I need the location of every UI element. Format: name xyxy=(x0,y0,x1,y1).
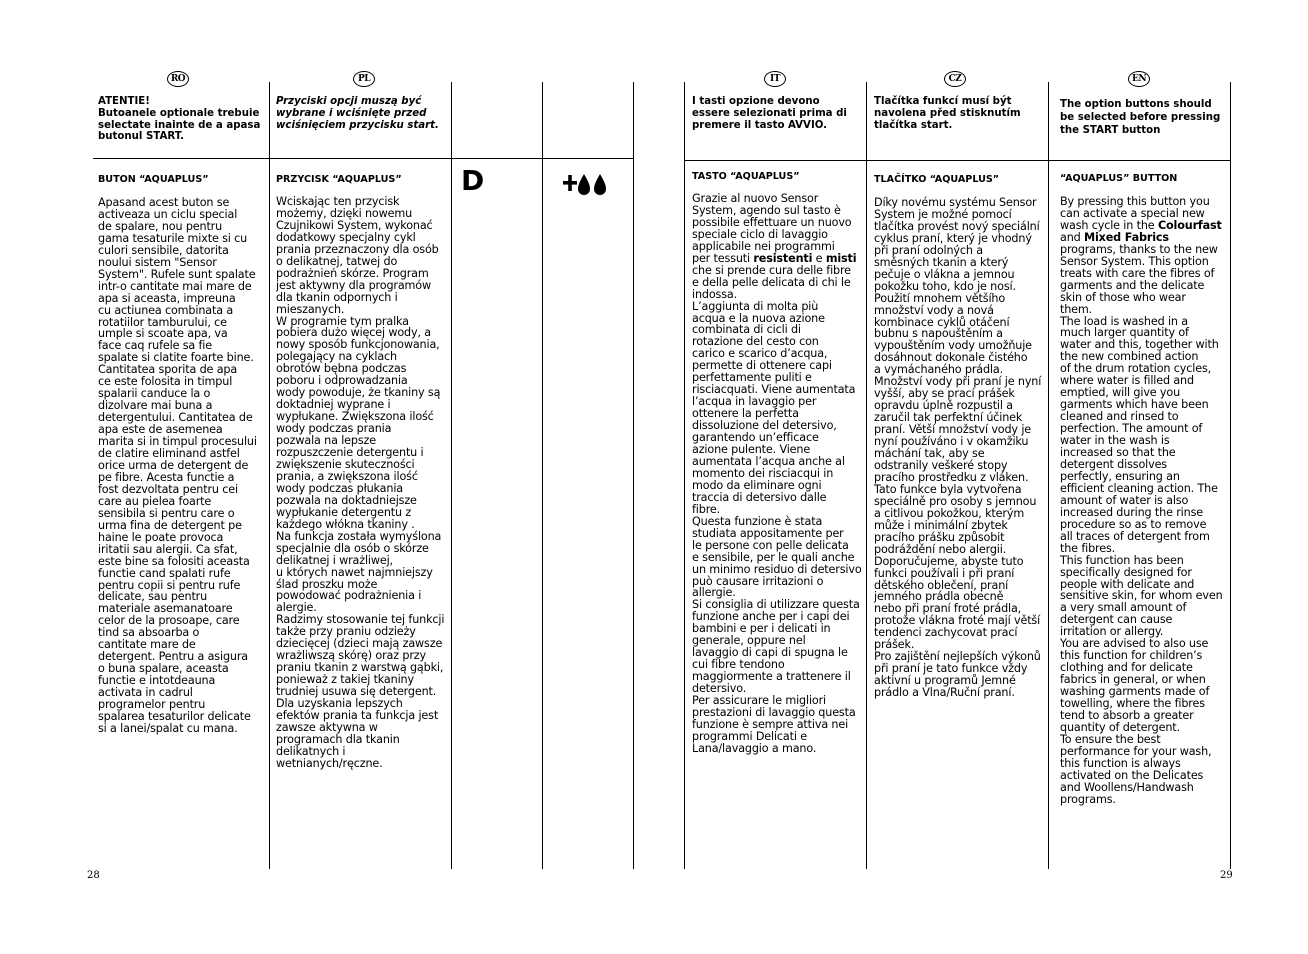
body-line: System je možné pomocí xyxy=(874,207,1012,221)
body-line: podrażnień skórze. Program xyxy=(276,266,429,280)
body-line: washing garments made of xyxy=(1060,685,1210,699)
body-line: generale, oppure nel xyxy=(692,634,806,648)
body-line: obrotów bębna podczas xyxy=(276,362,407,376)
body-line: System, agendo sul tasto è xyxy=(692,203,841,217)
body-line: Wciskając ten przycisk xyxy=(276,195,400,208)
body-line: aktivní u programů Jemné xyxy=(874,674,1016,688)
pl-header: Przyciski opcji muszą być wybrane i wciśnięte przed wciśnięciem przycisku start. xyxy=(276,96,439,131)
body-line: lavaggio di capi di spugna le xyxy=(692,646,848,660)
body-line: irritation or allergy. xyxy=(1060,625,1164,639)
body-line: gama tesaturile mixte si cu xyxy=(98,231,248,245)
body-line: of the drum rotation cycles, xyxy=(1060,362,1212,376)
body-line: e sensibile, per le quali anche xyxy=(692,550,855,564)
body-line: people with delicate and xyxy=(1060,577,1195,591)
body-line: wody powoduje, że tkaniny są xyxy=(276,386,441,400)
body-line: dizolvare mai buna a xyxy=(98,399,213,413)
body-line: mieszanych. xyxy=(276,302,345,316)
body-line: face caq rufele sa fie xyxy=(98,339,212,353)
body-line: dla tkanin odpornych i xyxy=(276,290,398,304)
body-line: this function for children’s xyxy=(1060,649,1203,663)
body-line: materiale asemanatoare xyxy=(98,602,233,616)
body-line: prania przeznaczony dla osób xyxy=(276,242,439,256)
body-line: speciale ciclo di lavaggio xyxy=(692,227,828,241)
body-line: towelling, where the fibres xyxy=(1060,697,1205,711)
body-line: także przy praniu odzieży xyxy=(276,625,416,639)
body-line: possibile effettuare un nuovo xyxy=(692,215,852,229)
body-line: Díky novému systému Sensor xyxy=(874,196,1037,209)
body-line: spalarii canduce la o xyxy=(98,387,211,401)
body-line: celor de la prosoape, care xyxy=(98,614,240,628)
body-line: při praní je tato funkce vždy xyxy=(874,662,1028,676)
body-line: pečuje o vlákna a jemnou xyxy=(874,267,1015,281)
body-line: By pressing this button you xyxy=(1060,195,1210,208)
body-line: cu actiunea combinata a xyxy=(98,303,234,317)
body-line: che si prende cura delle fibre xyxy=(692,263,851,277)
body-line: specjalnie dla osób o skórze xyxy=(276,541,429,555)
column-rule xyxy=(1048,82,1049,869)
body-line: water in the wash is xyxy=(1060,434,1170,448)
body-line: vypouštěním vody umožňuje xyxy=(874,339,1032,353)
body-line: programach dla tkanin xyxy=(276,732,400,746)
body-line: wody podczas prania xyxy=(276,422,392,436)
column-rule xyxy=(451,82,452,869)
body-line: praní. Větší množství vody je xyxy=(874,423,1032,437)
body-line: u których nawet najmniejszy xyxy=(276,565,433,579)
column-rule xyxy=(684,82,685,869)
body-line: risciacquati. Viene aumentata xyxy=(692,383,856,397)
body-line: pentru copii si pentru rufe xyxy=(98,578,241,592)
body-line: množství vody a nová xyxy=(874,303,994,317)
column-rule xyxy=(542,82,543,869)
body-line: azione pulente. Viene xyxy=(692,443,811,457)
body-line: can activate a special new xyxy=(1060,206,1205,220)
body-line: nyní používáno i v okamžiku xyxy=(874,435,1029,449)
body-line: the fibres. xyxy=(1060,541,1116,555)
it-body-text xyxy=(692,193,862,755)
body-line: This function has been xyxy=(1060,553,1184,567)
body-line: pracího prášku způsobit xyxy=(874,530,1005,544)
body-line: Množství vody při praní je nyní xyxy=(874,375,1042,389)
body-line: protože vlákna froté mají větší xyxy=(874,614,1041,628)
page-number-right: 29 xyxy=(1220,870,1233,881)
body-line: apa este de asemenea xyxy=(98,423,223,437)
body-line: tind sa absoarba o xyxy=(98,626,200,640)
body-line: orice urma de detergent de xyxy=(98,458,249,472)
body-line: Lana/lavaggio a mano. xyxy=(692,741,817,755)
body-line: Questa funzione è stata xyxy=(692,514,823,528)
body-line: a very small amount of xyxy=(1060,601,1187,615)
body-line: Czujnikowi System, wykonać xyxy=(276,218,433,232)
body-line: clothing and for delicate xyxy=(1060,661,1193,675)
header-rule xyxy=(684,160,1231,161)
lang-badge-en: EN xyxy=(1128,71,1150,87)
body-line: prádlo a Vlna/Ruční praní. xyxy=(874,686,1015,700)
body-line: wash cycle in the Colourfast xyxy=(1060,218,1222,232)
ro-title: BUTON “AQUAPLUS” xyxy=(98,174,209,185)
body-line: iritatii sau alergii. Ca sfat, xyxy=(98,542,238,556)
body-line: prášek. xyxy=(874,638,915,652)
body-line: dziecięcej (dzieci mają zawsze xyxy=(276,637,443,651)
body-line: pe fibre. Acesta functie a xyxy=(98,470,235,484)
pl-title: PRZYCISK “AQUAPLUS” xyxy=(276,174,402,185)
body-line: skin of those who wear xyxy=(1060,290,1186,304)
body-line: emptied, will give you xyxy=(1060,386,1181,400)
body-line: System". Rufele sunt spalate xyxy=(98,267,256,281)
body-line: carico e scarico d’acqua, xyxy=(692,347,828,361)
body-line: zawsze aktywna w xyxy=(276,720,378,734)
body-line: performance for your wash, xyxy=(1060,744,1212,758)
body-line: este bine sa folositi aceasta xyxy=(98,554,250,568)
lang-badge-pl: PL xyxy=(353,71,375,87)
body-line: l’acqua in lavaggio per xyxy=(692,395,817,409)
body-line: Radzimy stosowanie tej funkcji xyxy=(276,613,445,627)
body-line: polegający na cyklach xyxy=(276,350,397,364)
body-line: garantendo un’efficace xyxy=(692,431,819,445)
body-line: detergentului. Cantitatea de xyxy=(98,411,253,425)
body-line: poboru i odprowadzania xyxy=(276,374,408,388)
body-line: při praní odolných a xyxy=(874,243,983,257)
body-line: permette di ottenere capi xyxy=(692,359,832,373)
column-rule xyxy=(269,82,270,869)
body-line: and Woollens/Handwash xyxy=(1060,780,1194,794)
body-line: detergent. Pentru a asigura xyxy=(98,650,248,664)
body-line: The load is washed in a xyxy=(1060,314,1188,328)
body-line: podráždění nebo alergii. xyxy=(874,542,1007,556)
body-line: funkci používali i při praní xyxy=(874,566,1015,580)
lang-badge-cz: CZ xyxy=(944,71,966,87)
body-line: prestazioni di lavaggio questa xyxy=(692,705,856,719)
body-line: spalate si clatite foarte bine. xyxy=(98,351,254,365)
ro-body-text xyxy=(98,197,257,735)
body-line: Doporučujeme, abyste tuto xyxy=(874,554,1024,568)
body-line: wetnianych/ręczne. xyxy=(276,756,383,770)
body-line: speciálně pro osoby s jemnou xyxy=(874,494,1037,508)
body-line: Použití mnohem většího xyxy=(874,291,1006,305)
body-line: prania, a zwiększona ilość xyxy=(276,469,418,483)
body-line: programs, thanks to the new xyxy=(1060,242,1218,256)
body-line: ślad proszku może xyxy=(276,577,378,591)
body-line: programs. xyxy=(1060,792,1116,806)
body-line: haine le poate provoca xyxy=(98,530,224,544)
cz-header: Tlačítka funkcí musí být navolena před stisknutím tlačítka start. xyxy=(874,96,1021,131)
body-line: procedure so as to remove xyxy=(1060,517,1207,531)
body-line: Na funkcja została wymyślona xyxy=(276,529,442,543)
body-line: wrażliwszą skórę) oraz przy xyxy=(276,649,426,663)
body-line: aumentata l’acqua anche al xyxy=(692,454,845,468)
body-line: o buna spalare, aceasta xyxy=(98,662,229,676)
body-line: garments and the delicate xyxy=(1060,278,1205,292)
body-line: maggiormente a trattenere il xyxy=(692,670,851,684)
column-rule xyxy=(633,82,634,869)
body-line: Dla uzyskania lepszych xyxy=(276,697,403,711)
body-line: a vymáchaného prádla. xyxy=(874,363,1003,377)
body-line: każdego włókna tkaniny . xyxy=(276,517,415,531)
body-line: programmi Delicati e xyxy=(692,729,807,743)
body-line: Sensor System. This option xyxy=(1060,254,1209,268)
header-rule xyxy=(93,158,634,159)
body-line: and Mixed Fabrics xyxy=(1060,230,1169,244)
body-line: amount of water is also xyxy=(1060,493,1189,507)
lang-badge-it: IT xyxy=(764,71,786,87)
body-line: pozwala na lepsze xyxy=(276,434,376,448)
body-line: kombinace cyklů otáčení xyxy=(874,315,1010,329)
body-line: programelor pentru xyxy=(98,698,206,712)
body-line: tlačítka provést nový speciální xyxy=(874,219,1040,233)
lang-badge-ro: RO xyxy=(167,71,189,87)
body-line: rotazione del cesto con xyxy=(692,335,819,349)
body-line: fost dezvoltata pentru cei xyxy=(98,482,238,496)
body-line: efektów prania ta funkcja jest xyxy=(276,708,439,722)
body-line: jemného prádla obecně xyxy=(874,590,1004,604)
body-line: urma fina de detergent pe xyxy=(98,518,242,532)
plus-two-drops-icon xyxy=(563,170,611,198)
body-line: bubnu s napouštěním a xyxy=(874,327,1003,341)
body-line: this function is always xyxy=(1060,756,1181,770)
body-line: dodatkowy specjalny cykl xyxy=(276,230,416,244)
en-body-text xyxy=(1060,196,1223,806)
body-line: funzione è sempre attiva nei xyxy=(692,717,849,731)
body-line: intr-o cantitate mai mare de xyxy=(98,279,252,293)
body-line: wypłukanie detergentu z xyxy=(276,505,412,519)
cz-body-text xyxy=(874,197,1041,699)
body-line: può causare irritazioni o xyxy=(692,574,824,588)
body-line: activated on the Delicates xyxy=(1060,768,1204,782)
body-line: e della pelle delicata di chi le xyxy=(692,275,851,289)
body-line: opravdu úplně rozpustil a xyxy=(874,399,1013,413)
body-line: wypłukane. Zwiększona ilość xyxy=(276,410,434,424)
body-line: increased so that the xyxy=(1060,446,1176,460)
body-line: pokožku toho, kdo je nosí. xyxy=(874,279,1016,293)
ro-header: ATENTIE! Butoanele optionale trebuie selectate inainte de a apasa butonul START. xyxy=(98,96,261,143)
body-line: perfettamente puliti e xyxy=(692,371,812,385)
body-line: garments which have been xyxy=(1060,398,1209,412)
body-line: perfection. The amount of xyxy=(1060,422,1203,436)
body-line: powodować podrażnienia i xyxy=(276,589,422,603)
body-line: de spalare, nou pentru xyxy=(98,219,223,233)
body-line: acqua e la nuova azione xyxy=(692,311,825,325)
body-line: bambini e per i delicati in xyxy=(692,622,831,636)
body-line: cleaned and rinsed to xyxy=(1060,410,1179,424)
body-line: doktadniej wyprane i xyxy=(276,398,391,412)
body-line: marita si in timpul procesului xyxy=(98,435,257,449)
page-number-left: 28 xyxy=(87,870,100,881)
body-line: efficient cleaning action. The xyxy=(1060,481,1218,495)
body-line: un minimo residuo di detersivo xyxy=(692,562,862,576)
body-line: much larger quantity of xyxy=(1060,326,1189,340)
body-line: apa si aceasta, impreuna xyxy=(98,291,236,305)
body-line: applicabile nei programmi xyxy=(692,239,835,253)
column-rule xyxy=(866,82,867,869)
body-line: ce este folosita in timpul xyxy=(98,375,233,389)
body-line: treats with care the fibres of xyxy=(1060,266,1215,280)
body-line: Tato funkce byla vytvořena xyxy=(874,482,1022,496)
body-line: dětského oblečení, praní xyxy=(874,578,1009,592)
body-line: wody podczas płukania xyxy=(276,481,403,495)
body-line: detersivo. xyxy=(692,682,747,696)
body-line: máchání tak, aby se xyxy=(874,447,985,461)
body-line: ottenere la perfetta xyxy=(692,407,799,421)
body-line: o delikatnej, tatwej do xyxy=(276,254,398,268)
it-header: I tasti opzione devono essere selezionati prima di premere il tasto AVVIO. xyxy=(692,96,847,131)
body-line: praniu tkanin z warstwą gąbki, xyxy=(276,661,444,675)
body-line: where water is filled and xyxy=(1060,374,1194,388)
body-line: activata in cadrul xyxy=(98,686,193,700)
body-line: You are advised to also use xyxy=(1060,637,1209,651)
body-line: noului sistem "Sensor xyxy=(98,255,217,269)
body-line: momento dei risciacqui in xyxy=(692,466,834,480)
body-line: a citlivou pokožkou, kterým xyxy=(874,506,1025,520)
body-line: W programie tym pralka xyxy=(276,314,409,328)
body-line: care au pielea foarte xyxy=(98,494,212,508)
body-line: sensibila si pentru care o xyxy=(98,506,235,520)
body-line: pracího prostředku z vláken. xyxy=(874,470,1029,484)
body-line: de clatire eliminand astfel xyxy=(98,447,240,461)
body-line: tend to absorb a greater xyxy=(1060,708,1194,722)
body-line: sensitive skin, for whom even xyxy=(1060,589,1223,603)
body-line: Cantitatea sporita de apa xyxy=(98,363,238,377)
body-line: ponieważ z takiej tkaniny xyxy=(276,673,414,687)
body-line: cui fibre tendono xyxy=(692,658,785,672)
body-line: możemy, dzięki nowemu xyxy=(276,206,413,220)
body-line: nebo při praní froté prádla, xyxy=(874,602,1022,616)
body-line: functie e intotdeauna xyxy=(98,674,216,688)
body-line: fibre. xyxy=(692,502,721,516)
body-line: si a lanei/spalat cu mana. xyxy=(98,721,238,735)
body-line: zwiększenie skuteczności xyxy=(276,457,415,471)
body-line: funzione anche per i capi dei xyxy=(692,610,850,624)
body-line: allergie. xyxy=(692,586,736,600)
body-line: perfectly, ensuring an xyxy=(1060,469,1180,483)
body-line: dissoluzione del detersivo, xyxy=(692,419,837,433)
body-line: traccia di detersivo dalle xyxy=(692,490,827,504)
body-line: detergent can cause xyxy=(1060,613,1173,627)
body-line: dosáhnout dokonale čistého xyxy=(874,351,1028,365)
body-line: pozwala na doktadniejsze xyxy=(276,493,417,507)
body-line: delicate, sau pentru xyxy=(98,590,208,604)
body-line: cantitate mare de xyxy=(98,638,196,652)
body-line: activeaza un ciclu special xyxy=(98,207,238,221)
body-line: tendenci zachycovat prací xyxy=(874,626,1018,640)
body-line: směsných tkanin a který xyxy=(874,255,1009,269)
body-line: functie cand spalati rufe xyxy=(98,566,231,580)
body-line: Apasand acest buton se xyxy=(98,196,230,209)
body-line: detergent dissolves xyxy=(1060,457,1167,471)
body-line: le persone con pelle delicata xyxy=(692,538,849,552)
en-header: The option buttons should be selected before pressing the START button xyxy=(1060,99,1221,136)
it-title: TASTO “AQUAPLUS” xyxy=(692,171,800,182)
body-line: Per assicurare le migliori xyxy=(692,694,827,708)
body-line: Grazie al nuovo Sensor xyxy=(692,192,819,205)
body-line: increased during the rinse xyxy=(1060,505,1203,519)
body-line: quantity of detergent. xyxy=(1060,720,1180,734)
body-line: fabrics in general, or when xyxy=(1060,673,1206,687)
body-line: cyklus praní, který je vhodný xyxy=(874,231,1032,245)
body-line: To ensure the best xyxy=(1060,732,1161,746)
body-line: může i minimální zbytek xyxy=(874,518,1008,532)
cz-title: TLAČÍTKO “AQUAPLUS” xyxy=(874,174,1000,185)
body-line: them. xyxy=(1060,302,1093,316)
body-line: rozpuszczenie detergentu i xyxy=(276,446,424,460)
body-line: pobiera dużo więcej wody, a xyxy=(276,326,431,340)
symbol-letter: D xyxy=(461,164,485,197)
body-line: jest aktywny dla programów xyxy=(276,278,431,292)
body-line: studiata appositamente per xyxy=(692,526,844,540)
body-line: zaručil tak perfektní účinek xyxy=(874,411,1023,425)
pl-body-text xyxy=(276,196,444,770)
body-line: alergie. xyxy=(276,601,317,615)
body-line: trudniej usuwa się detergent. xyxy=(276,685,437,699)
body-line: specifically designed for xyxy=(1060,565,1192,579)
body-line: vyšší, aby se prací prášek xyxy=(874,387,1015,401)
body-line: spalarea tesaturilor delicate xyxy=(98,709,251,723)
body-line: delikatnej i wrażliwej, xyxy=(276,553,393,567)
body-line: water and this, together with xyxy=(1060,338,1219,352)
body-line: Si consiglia di utilizzare questa xyxy=(692,598,860,612)
body-line: modo da eliminare ogni xyxy=(692,478,822,492)
body-line: combinata di cicli di xyxy=(692,323,801,337)
body-line: Pro zajištění nejlepších výkonů xyxy=(874,650,1041,664)
body-line: nowy sposób funkcjonowania, xyxy=(276,338,440,352)
body-line: indossa. xyxy=(692,287,738,301)
body-line: odstranily veškeré stopy xyxy=(874,458,1008,472)
body-line: per tessuti resistenti e misti xyxy=(692,251,857,265)
body-line: umple si scoate apa, va xyxy=(98,327,228,341)
en-title: “AQUAPLUS” BUTTON xyxy=(1060,173,1178,184)
body-line: rotatiilor tamburului, ce xyxy=(98,315,227,329)
body-line: L’aggiunta di molta più xyxy=(692,299,819,313)
body-line: delikatnych i xyxy=(276,744,346,758)
body-line: all traces of detergent from xyxy=(1060,529,1210,543)
column-rule xyxy=(1230,82,1231,869)
body-line: culori sensibile, datorita xyxy=(98,243,229,257)
body-line: the new combined action xyxy=(1060,350,1199,364)
